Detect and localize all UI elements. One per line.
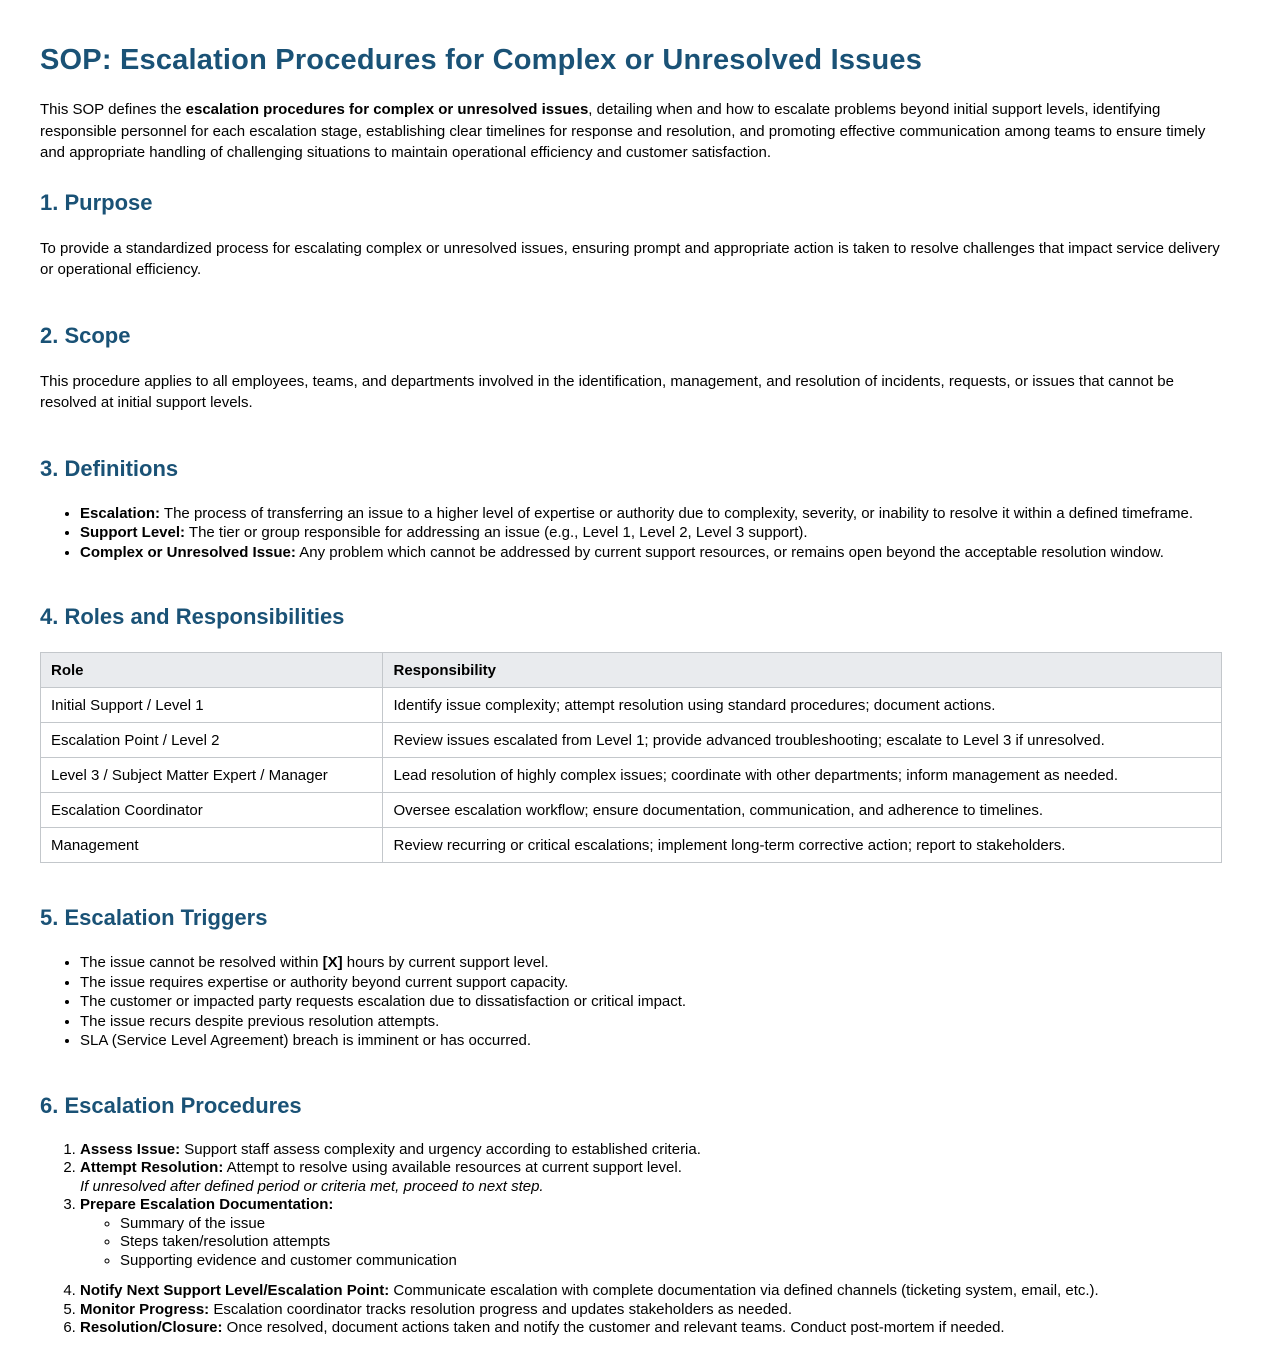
intro-paragraph [40,99,1222,164]
procedure-step: 3. Prepare Escalation Documentation: ◦ Summary of the issue ◦ Steps taken/resolution attempts ◦ Supporting evidence and customer communication [80,1196,1222,1270]
section-procedures-heading: 6. Escalation Procedures [40,1092,302,1118]
table-header-row [41,653,1222,688]
procedure-step: 1. Assess Issue: Support staff assess complexity and urgency according to established criteria. [80,1141,1222,1160]
trigger-item: • The customer or impacted party requests escalation due to dissatisfaction or critical impact. [80,992,1222,1012]
triggers-list [40,953,1222,1051]
trigger-item: • SLA (Service Level Agreement) breach is imminent or has occurred. [80,1031,1222,1051]
role-cell: Initial Support / Level 1 [41,688,383,723]
responsibility-column-header: Responsibility [383,653,1222,688]
definitions-list [40,504,1222,563]
table-row [41,723,1222,758]
scope-text: This procedure applies to all employees, teams, and departments involved in the identification, management, and resolution of incidents, requests, or issues that cannot be resolved at initial support levels. [40,372,1174,411]
sublist-item: ◦ Steps taken/resolution attempts [120,1233,1222,1252]
definition-term: Complex or Unresolved Issue: [80,543,296,561]
role-cell: Escalation Coordinator [41,793,383,828]
procedure-step: 6. Resolution/Closure: Once resolved, document actions taken and notify the customer and relevant teams. Conduct post-mortem if needed. [80,1319,1222,1338]
purpose-text: To provide a standardized process for escalating complex or unresolved issues, ensuring prompt and appropriate action is taken to resolve challenges that impact service delivery or operational efficiency. [40,239,1220,278]
step-note: If unresolved after defined period or criteria met, proceed to next step. [80,1177,544,1195]
sublist-item: ◦ Summary of the issue [120,1215,1222,1234]
definition-item [80,543,1222,563]
table-row [41,828,1222,863]
table-row [41,793,1222,828]
responsibility-cell: Review issues escalated from Level 1; provide advanced troubleshooting; escalate to Level 3 if unresolved. [383,723,1222,758]
document-title: SOP: Escalation Procedures for Complex or Unresolved Issues [40,44,923,76]
definition-text: The process of transferring an issue to a higher level of expertise or authority due to complexity, severity, or inability to resolve it within a defined timeframe. [160,504,1194,522]
procedure-step: 5. Monitor Progress: Escalation coordinator tracks resolution progress and updates stakeholders as needed. [80,1301,1222,1320]
responsibility-cell: Review recurring or critical escalations; implement long-term corrective action; report to stakeholders. [383,828,1222,863]
definition-item [80,504,1222,524]
responsibility-cell: Identify issue complexity; attempt resolution using standard procedures; document actions. [383,688,1222,723]
definition-term: Escalation: [80,504,161,522]
table-row [41,688,1222,723]
roles-table [40,652,1222,863]
section-purpose-heading: 1. Purpose [40,189,153,215]
definition-text: The tier or group responsible for addressing an issue (e.g., Level 1, Level 2, Level 3 support). [185,524,808,541]
role-cell: Level 3 / Subject Matter Expert / Manager [41,758,383,793]
intro-text-pre: This SOP defines the [40,101,186,118]
trigger-item: • The issue requires expertise or authority beyond current support capacity. [80,973,1222,993]
role-cell: Escalation Point / Level 2 [41,723,383,758]
definition-term: Support Level: [80,524,186,541]
section-triggers-heading: 5. Escalation Triggers [40,905,268,930]
procedure-step: 2. Attempt Resolution: Attempt to resolve using available resources at current support level. If unresolved after defined period or criteria met, proceed to next step. [80,1159,1222,1196]
section-definitions-heading: 3. Definitions [40,455,179,481]
table-row [41,758,1222,793]
role-cell: Management [41,828,383,863]
definition-text: Any problem which cannot be addressed by current support resources, or remains open beyond the acceptable resolution window. [295,543,1164,561]
definition-item [80,523,1222,543]
section-roles-heading: 4. Roles and Responsibilities [40,604,345,629]
trigger-item: • The issue cannot be resolved within [X] hours by current support level. [80,953,1222,973]
role-column-header: Role [41,653,383,688]
sublist-item: ◦ Supporting evidence and customer communication [120,1252,1222,1271]
documentation-sublist [80,1215,1222,1271]
procedure-step: 4. Notify Next Support Level/Escalation Point: Communicate escalation with complete documentation via defined channels (ticketing system, email, etc.). [80,1282,1222,1301]
section-scope-heading: 2. Scope [40,322,131,348]
responsibility-cell: Oversee escalation workflow; ensure documentation, communication, and adherence to timelines. [383,793,1222,828]
intro-text-post: , detailing when and how to escalate problems beyond initial support levels, identifying responsible personnel for each escalation stage, establishing clear timelines for response and resolution, and promoting effective communication among teams to ensure timely and appropriate handling of challenging situations to maintain operational efficiency and customer satisfaction. [40,101,1206,161]
intro-text-bold: escalation procedures for complex or unresolved issues [185,101,589,118]
responsibility-cell: Lead resolution of highly complex issues; coordinate with other departments; inform management as needed. [383,758,1222,793]
trigger-item: • The issue recurs despite previous resolution attempts. [80,1012,1222,1032]
procedures-list [40,1141,1222,1338]
